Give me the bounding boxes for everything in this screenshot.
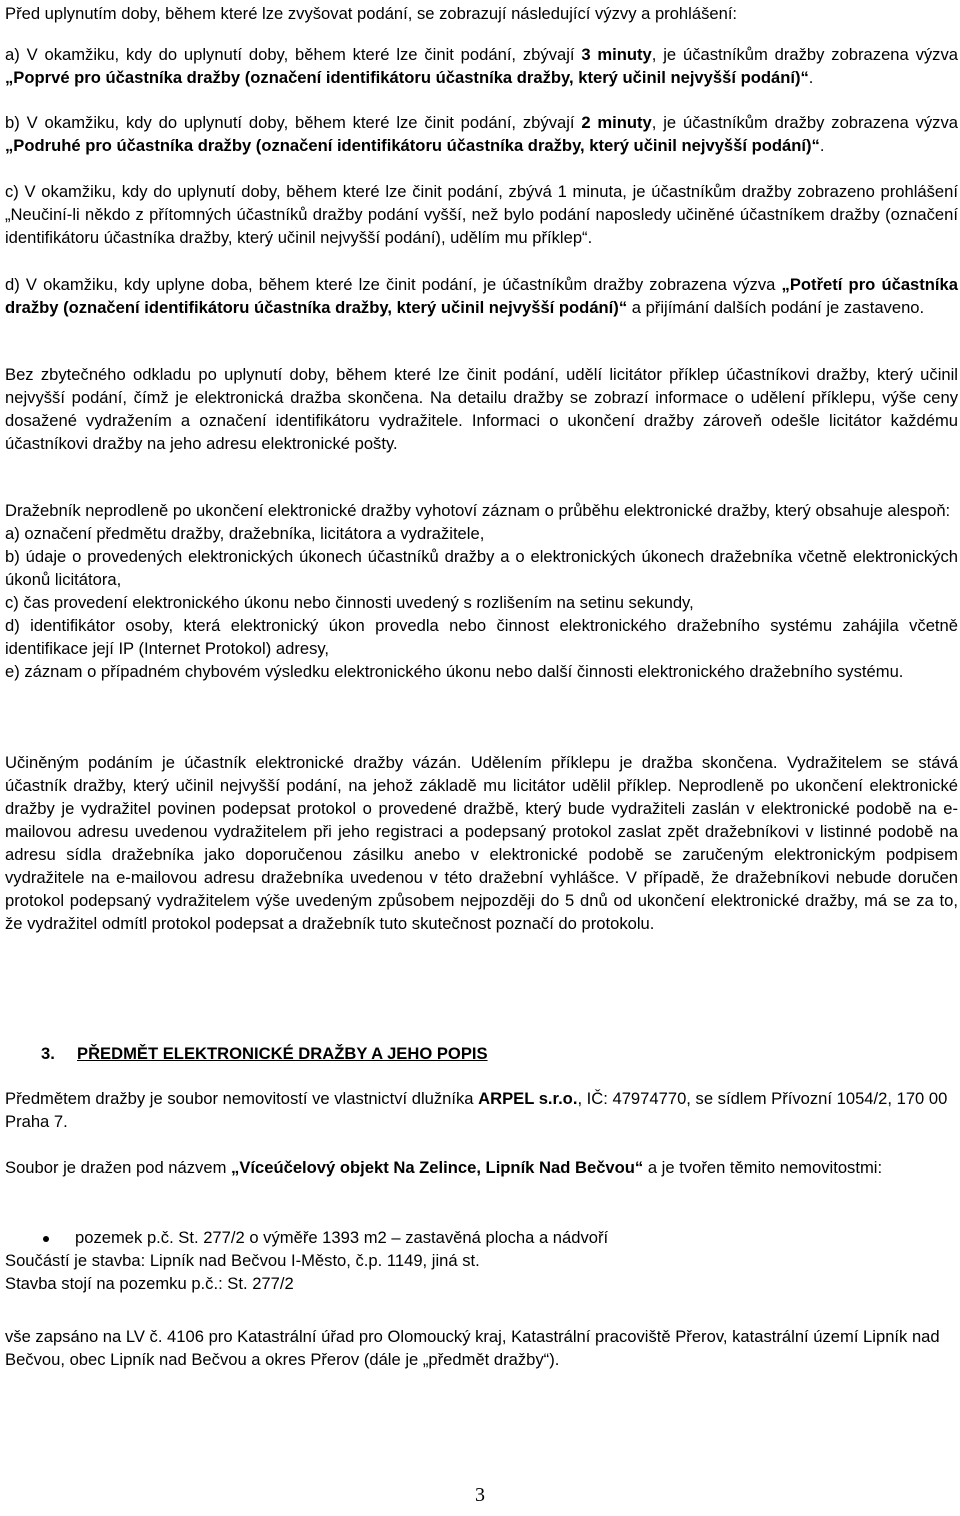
paragraph-award: Bez zbytečného odkladu po uplynutí doby, během které lze činit podání, udělí licitátor příklep účastníkovi dražby, který učinil nejvyšší podání, čímž je elektronická dražba skončena. Na detailu dražby se zobrazí informace o udělení příklepu, výše ceny dosažené vydražením a označení identifikátoru vydražitele. Informaci o ukončení dražby zároveň odešle licitátor každému účastníkovi dražby na jeho adresu elektronické pošty.: [5, 365, 958, 453]
item-b-challenge: „Podruhé pro účastníka dražby (označení identifikátoru účastníka dražby, který učinil nejvyšší podání)“: [5, 136, 820, 155]
item-c: c) V okamžiku, kdy do uplynutí doby, během které lze činit podání, zbývá 1 minuta, je účastníkům dražby zobrazeno prohlášení „Neučiní-li někdo z přítomných účastníků dražby podání vyšší, než bylo podání naposledy učiněné účastníkem dražby (označení identifikátoru účastníka dražby, který učinil nejvyšší podání), udělím mu příklep“.: [5, 182, 958, 247]
paragraph-set-name: [5, 1156, 958, 1179]
set-name-end: a je tvořen těmito nemovitostmi:: [643, 1158, 883, 1177]
subject-address: , IČ: 47974770, se sídlem Přívozní 1054/2, 170 00 Praha 7.: [5, 1089, 948, 1131]
bullet-text: pozemek p.č. St. 277/2 o výměře 1393 m2 – zastavěná plocha a nádvoří: [75, 1228, 609, 1247]
item-a: [5, 43, 958, 89]
record-item-c: c) čas provedení elektronického úkonu nebo činnosti uvedený s rozlišením na setinu sekundy,: [5, 593, 694, 612]
item-b-text: b) V okamžiku, kdy do uplynutí doby, během které lze činit podání, zbývají: [5, 113, 582, 132]
paragraph-protocol: Učiněným podáním je účastník elektronické dražby vázán. Udělením příklepu je dražba skončena. Vydražitelem se stává účastník dražby, který učinil nejvyšší podání, na jehož základě mu licitátor udělil příklep. Neprodleně po ukončení elektronické dražby je vydražitel povinen podepsat protokol o provedené dražbě, který bude vydražiteli zaslán v elektronické podobě na e-mailovou adresu uvedenou vydražitelem při jeho registraci a podepsaný protokol zaslat zpět dražebníkovi v listinné podobě na adresu sídla dražebníka jako doporučenou zásilku anebo v elektronické podobě se zaručeným elektronickým podpisem vydražitele na e-mailovou adresu dražebníka uvedenou v této dražební vyhlášce. V případě, že dražebníkovi nebude doručen protokol podepsaný vydražitelem výše uvedeným způsobem nejpozději do 5 dnů od ukončení elektronické dražby, má se za to, že vydražitel odmítl protokol podepsat a dražebník tuto skutečnost poznačí do protokolu.: [5, 753, 958, 933]
item-b: [5, 111, 958, 157]
paragraph-record: [5, 499, 958, 683]
item-d-end: a přijímání dalších podání je zastaveno.: [627, 298, 925, 317]
subject-text: Předmětem dražby je soubor nemovitostí ve vlastnictví dlužníka: [5, 1089, 479, 1108]
building-location-text: Stavba stojí na pozemku p.č.: St. 277/2: [5, 1274, 294, 1293]
paragraph-subject: [5, 1087, 958, 1133]
item-a-text: a) V okamžiku, kdy do uplynutí doby, během které lze činit podání, zbývají: [5, 45, 582, 64]
record-lead: Dražebník neprodleně po ukončení elektronické dražby vyhotoví záznam o průběhu elektronické dražby, který obsahuje alespoň:: [5, 501, 951, 520]
item-a-end: .: [808, 68, 814, 87]
set-name-title: „Víceúčelový objekt Na Zelince, Lipník Nad Bečvou“: [231, 1158, 644, 1177]
page-number: 3: [475, 1484, 485, 1506]
section-number: 3.: [41, 1044, 55, 1063]
item-a-mid: , je účastníkům dražby zobrazena výzva: [651, 45, 959, 64]
bullet-dot-icon: [43, 1236, 49, 1242]
record-item-b: b) údaje o provedených elektronických úkonech účastníků dražby a o elektronických úkonech dražebníka včetně elektronických úkonů licitátora,: [5, 547, 958, 589]
record-item-a: a) označení předmětu dražby, dražebníka, licitátora a vydražitele,: [5, 524, 485, 543]
item-a-challenge: „Poprvé pro účastníka dražby (označení identifikátoru účastníka dražby, který učinil nejvyšší podání)“: [5, 68, 809, 87]
item-d-challenge: „Potřetí pro účastníka dražby (označení identifikátoru účastníka dražby, který učinil nejvyšší podání)“: [5, 275, 959, 317]
debtor-name: ARPEL s.r.o.: [478, 1089, 578, 1108]
item-b-mid: , je účastníkům dražby zobrazena výzva: [651, 113, 959, 132]
set-name-text: Soubor je dražen pod názvem: [5, 1158, 232, 1177]
item-b-end: .: [819, 136, 825, 155]
section-heading: [41, 1042, 488, 1065]
record-item-d: d) identifikátor osoby, která elektronický úkon provedla nebo činnost elektronického dražebního systému zahájila včetně identifikace její IP (Internet Protokol) adresy,: [5, 616, 958, 658]
record-item-e: e) záznam o případném chybovém výsledku elektronického úkonu nebo další činnosti elektronického dražebního systému.: [5, 662, 904, 681]
item-d-text: d) V okamžiku, kdy uplyne doba, během které lze činit podání, je účastníkům dražby zobrazena výzva: [5, 275, 782, 294]
item-a-time: 3 minuty: [581, 45, 652, 64]
item-d: [5, 273, 958, 319]
intro-text: Před uplynutím doby, během které lze zvyšovat podání, se zobrazují následující výzvy a prohlášení:: [5, 4, 738, 23]
item-b-time: 2 minuty: [581, 113, 652, 132]
section-title: PŘEDMĚT ELEKTRONICKÉ DRAŽBY A JEHO POPIS: [77, 1044, 488, 1063]
building-part-text: Součástí je stavba: Lipník nad Bečvou I-Město, č.p. 1149, jiná st.: [5, 1251, 480, 1270]
paragraph-registry: vše zapsáno na LV č. 4106 pro Katastrální úřad pro Olomoucký kraj, Katastrální pracoviště Přerov, katastrální území Lipník nad Bečvou, obec Lipník nad Bečvou a okres Přerov (dále je „předmět dražby“).: [5, 1327, 940, 1369]
